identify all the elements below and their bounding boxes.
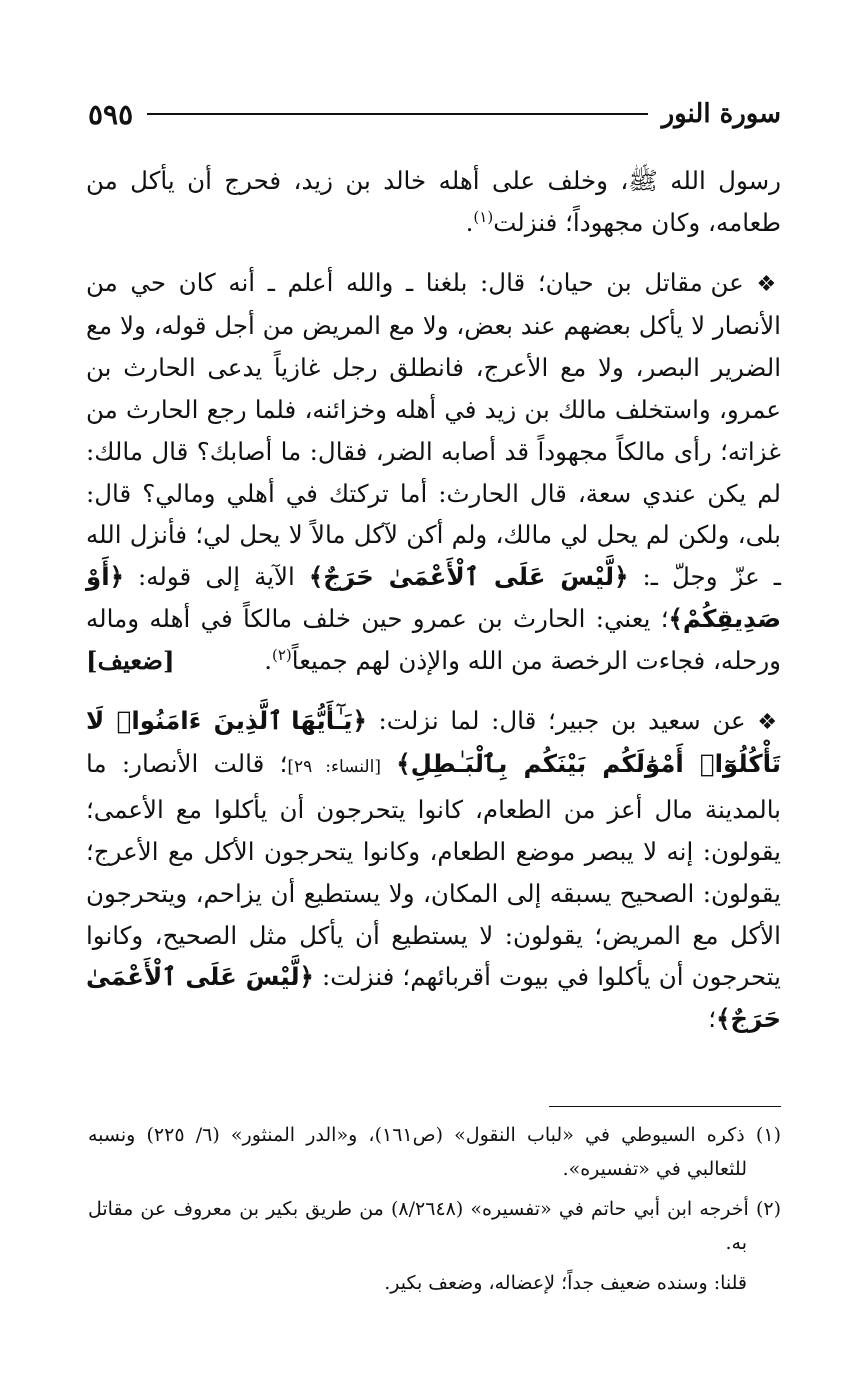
- paragraph-3: [86, 700, 781, 1040]
- quran-quote: ﴿لَّيْسَ عَلَى ٱلْأَعْمَىٰ حَرَجٌ﴾: [308, 562, 629, 592]
- footnote-2-number: (٢): [755, 1198, 781, 1220]
- footnote-1: [88, 1118, 781, 1186]
- paragraph-2: [86, 262, 781, 682]
- paragraph-1-end: .: [465, 207, 474, 237]
- footnote-1-text: ذكره السيوطي في «لباب النقول» (ص١٦١)، و«الدر المنثور» (٦/ ٢٢٥) ونسبه للثعالبي في «تفسيره».: [88, 1124, 747, 1180]
- header-rule: [147, 113, 647, 115]
- paragraph-2-text-c: ؛ يعني: الحارث بن عمرو حين خلف مالكاً في أهله وماله ورحله، فجاءت الرخصة من الله والإذن لهم جميعاً: [86, 603, 781, 675]
- footnote-ref-2: (٢): [271, 645, 292, 664]
- paragraph-2-text-a: عن مقاتل بن حيان؛ قال: بلغنا ـ والله أعلم ـ أنه كان حي من الأنصار لا يأكل بعضهم عند بعض، ولا مع المريض من أجل قوله، ولا مع الضرير البصر، ولا مع الأعرج، فانطلق رجل غازياً يدعى الحارث بن عمرو، واستخلف مالك بن زيد في أهله وخزائنه، فلما رجع الحارث من غزاته؛ رأى مالكاً مجهوداً قد أصابه الضر، فقال: ما أصابك؟ قال مالك: لم يكن عندي سعة، قال الحارث: أما تركتك في أهلي ومالي؟ قال: بلى، ولكن لم يحل لي مالك، ولم أكن لآكل مالاً لا يحل لي؛ فأنزل الله ـ عزّ وجلّ ـ:: [86, 267, 781, 592]
- footnote-divider: [549, 1106, 781, 1107]
- quran-quote: ﴿يَـٰٓأَيُّهَا ٱلَّذِينَ ءَامَنُوا۟ لَا تَأْكُلُوٓا۟ أَمْوَٰلَكُم بَيْنَكُم بِٱلْبَـٰطِلِ﴾: [86, 705, 781, 779]
- quran-quote: ﴿لَّيْسَ عَلَى ٱلْأَعْمَىٰ حَرَجٌ﴾: [86, 962, 781, 1034]
- footnote-1-number: (١): [755, 1124, 781, 1146]
- footnotes: [88, 1118, 781, 1300]
- paragraph-2-end: .: [264, 645, 272, 675]
- surah-title: سورة النور: [661, 99, 781, 129]
- paragraph-3-text-c: ؛: [708, 1004, 717, 1034]
- diamond-bullet-icon: ❖: [756, 271, 781, 297]
- page-number: ٥٩٥: [88, 97, 134, 131]
- quran-quote: ﴿أَوْ صَدِيقِكُمْ﴾: [86, 562, 781, 633]
- hadith-grade: [ضعيف]: [86, 645, 175, 675]
- page-header: [88, 92, 781, 136]
- paragraph-3-text-b: ؛ قالت الأنصار: ما بالمدينة مال أعز من الطعام، كانوا يتحرجون أن يأكلوا مع الأعمى؛ يقولون: إنه لا يبصر موضع الطعام، وكانوا يتحرجون الأكل مع الأعرج؛ يقولون: الصحيح يسبقه إلى المكان، ولا يستطيع أن يزاحم، ويتحرجون الأكل مع المريض؛ يقولون: لا يستطيع أن يأكل مثل الصحيح، وكانوا يتحرجون أن يأكلوا في بيوت أقربائهم؛ فنزلت:: [86, 749, 781, 992]
- footnote-2: [88, 1192, 781, 1260]
- paragraph-2-text-b: الآية إلى قوله:: [138, 562, 295, 592]
- paragraph-1-text: رسول الله ﷺ، وخلف على أهله خالد بن زيد، فحرج أن يأكل من طعامه، وكان مجهوداً؛ فنزلت: [86, 166, 781, 237]
- paragraph-1: [86, 160, 781, 244]
- footnote-2-note: قلنا: وسنده ضعيف جداً؛ لإعضاله، وضعف بكير.: [384, 1272, 747, 1294]
- diamond-bullet-icon: ❖: [757, 709, 781, 735]
- paragraph-3-text-a: عن سعيد بن جبير؛ قال: لما نزلت:: [378, 705, 746, 735]
- footnote-ref-1: (١): [473, 207, 494, 226]
- footnote-2-text: أخرجه ابن أبي حاتم في «تفسيره» (٨/٢٦٤٨) من طريق بكير بن معروف عن مقاتل به.: [88, 1198, 749, 1254]
- verse-reference: [النساء: ٢٩]: [287, 757, 381, 778]
- main-text: [86, 160, 781, 1040]
